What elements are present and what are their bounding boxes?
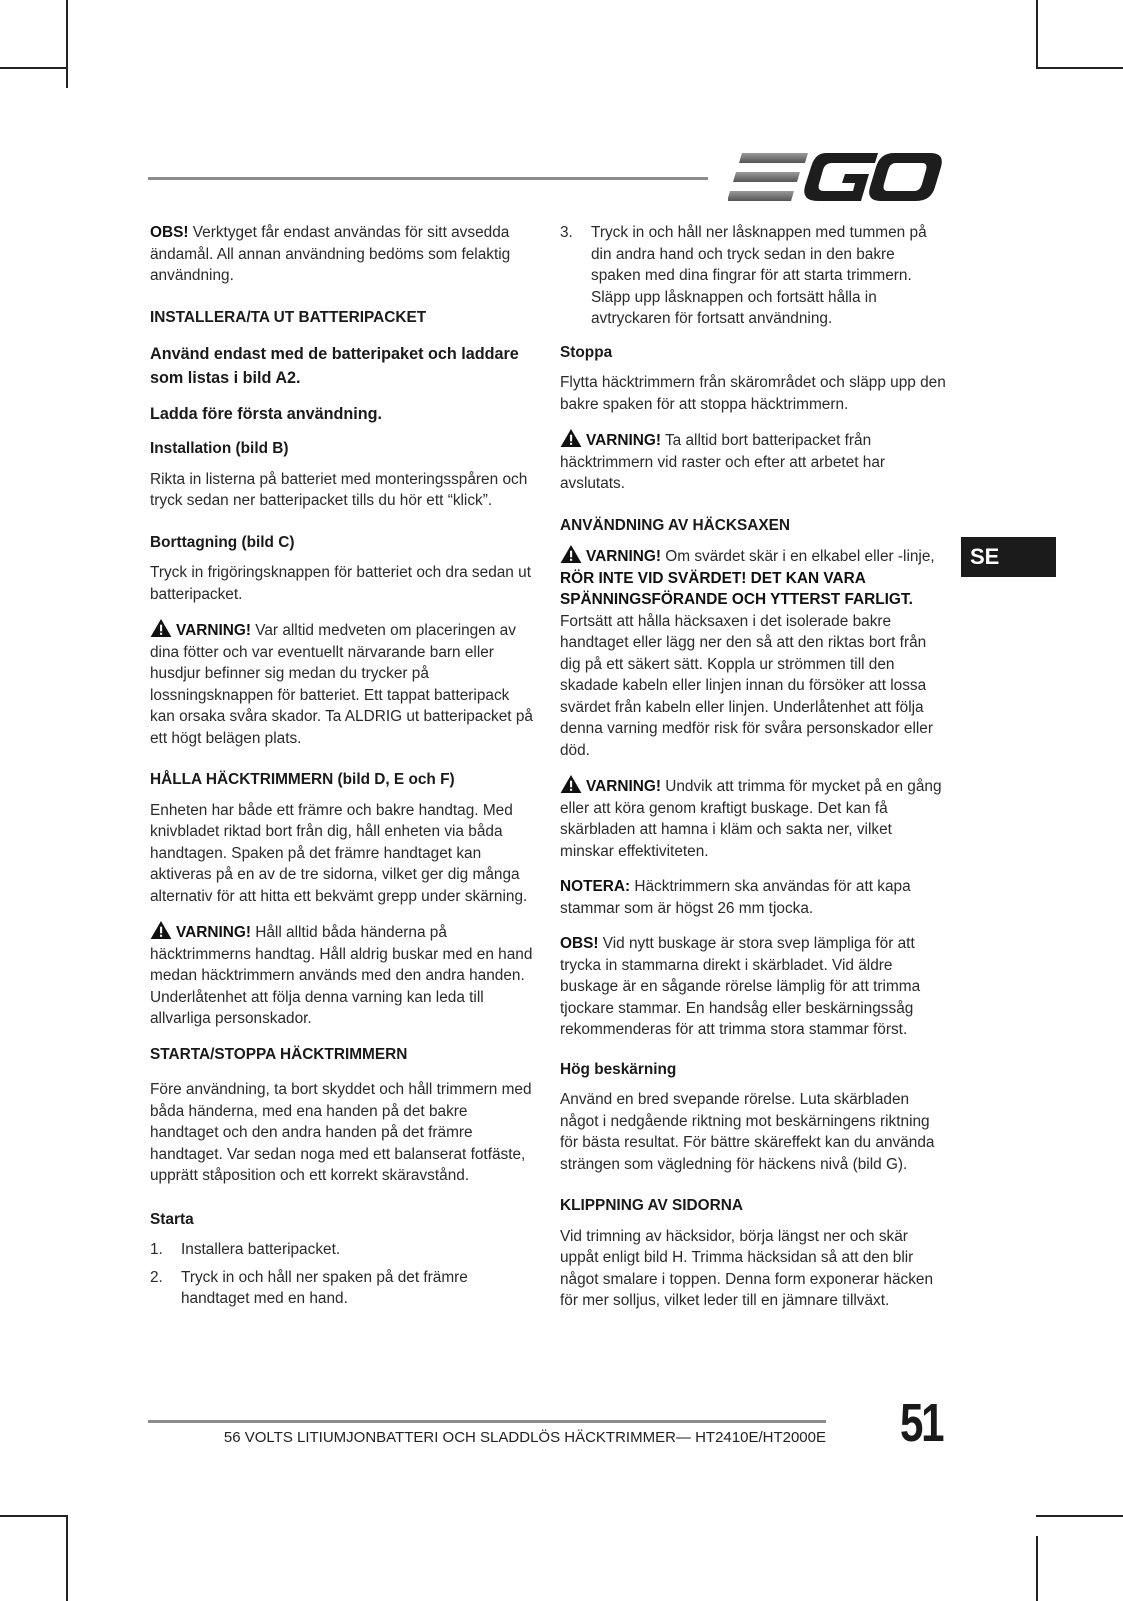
heading-heavy-trim: Hög beskärning (560, 1060, 677, 1078)
warning-triangle-icon (150, 619, 172, 637)
warning-electric-cable: VARNING! Om svärdet skär i en elkabel eller -linje, RÖR INTE VID SVÄRDET! DET KAN VARA SPÄNNINGSFÖRANDE OCH YTTERST FARLIGT. Fortsätt att hålla häcksaxen i det isolerade bakre handtaget eller lägg ner den så att den riktas bort från dig på ett säkert sätt. Koppla ur strömmen till den skadade kabeln eller linjen innan du försöker att lossa svärdet från kabeln eller linjen. Underlåtenhet att följa denna varning medför risk för svåra personskador eller död. (560, 545, 946, 761)
section-heading-usage: ANVÄNDNING AV HÄCKSAXEN (560, 516, 791, 534)
crop-mark (66, 0, 68, 88)
warning-remove-battery: VARNING! Ta alltid bort batteripacket från häcktrimmern vid raster och efter att arbetet har avslutats. (560, 429, 946, 495)
section-heading-startstop: STARTA/STOPPA HÄCKTRIMMERN (150, 1045, 408, 1063)
start-steps (150, 1239, 536, 1310)
crop-mark (1036, 1536, 1038, 1601)
crop-mark (66, 1515, 68, 1601)
section-heading-hold: HÅLLA HÄCKTRIMMERN (bild D, E och F) (150, 771, 455, 788)
obs-note: OBS! Verktyget får endast användas för sitt avsedda ändamål. All annan användning bedöms som felaktig användning. (150, 224, 511, 284)
paragraph-startstop: Före användning, ta bort skyddet och håll trimmern med båda händerna, med ena handen på det bakre handtaget och den andra handen på det främre handtaget. Var sedan noga med ett balanserat fotfäste, upprätt ståposition och ett korrekt skäravstånd. (150, 1081, 532, 1184)
section-heading-sides: KLIPPNING AV SIDORNA (560, 1197, 743, 1214)
heading-use-only: Använd endast med de batteripaket och laddare som listas i bild A2. (150, 345, 519, 387)
warning-triangle-icon (560, 545, 582, 563)
language-tab: SE (961, 537, 1056, 577)
crop-mark (1036, 0, 1038, 67)
list-item: 3. Tryck in och håll ner låsknappen med tummen på din andra hand och tryck sedan in den bakre spaken med dina fingrar för att starta trimmern. Släpp upp låsknappen och fortsätt hålla in avtryckaren för fortsatt användning. (560, 224, 927, 327)
paragraph-stop: Flytta häcktrimmern från skärområdet och släpp upp den bakre spaken för att stoppa häcktrimmern. (560, 374, 946, 413)
heading-charge: Ladda före första användning. (150, 405, 383, 423)
page-number: 51 (900, 1393, 943, 1453)
warning-triangle-icon (150, 921, 172, 939)
warning-triangle-icon (560, 775, 582, 793)
paragraph-heavy-trim: Använd en bred svepande rörelse. Luta skärbladen något i nedgående riktning mot beskärningens riktning för bästa resultat. För bättre skäreffekt kan du använda strängen som vägledning för häckens nivå (bild G). (560, 1091, 935, 1173)
list-item: 1. Installera batteripacket. (150, 1241, 341, 1258)
obs-note-growth: OBS! Vid nytt buskage är stora svep lämpliga för att trycka in stammarna direkt i skärbladet. Vid äldre buskage är en sågande rörelse lämplig för att trimma tjockare stammar. En handsåg eller beskärningssåg rekommenderas för att trimma stora stammar först. (560, 935, 921, 1038)
left-column (150, 222, 536, 1324)
header-rule (148, 177, 708, 180)
crop-mark (1036, 1515, 1123, 1517)
paragraph-hold: Enheten har både ett främre och bakre handtag. Med knivbladet riktad bort från dig, håll enheten via båda handtagen. Spaken på det främre handtaget kan aktiveras på en av de tre sidorna, vilket ger dig många alternativ för att hitta ett bekvämt grepp under skärning. (150, 801, 528, 905)
paragraph-sides: Vid trimning av häcksidor, börja längst ner och skär uppåt enligt bild H. Trimma häcksidan så att den blir något smalare i toppen. Denna form exponerar häcken för mer solljus, vilket leder till en jämnare tillväxt. (560, 1227, 934, 1309)
paragraph-removal: Tryck in frigöringsknappen för batteriet och dra sedan ut batteripacket. (150, 564, 531, 603)
crop-mark (0, 67, 67, 69)
warning-both-hands: VARNING! Håll alltid båda händerna på häcktrimmerns handtag. Håll aldrig buskar med en hand medan häcktrimmern används med den andra handen. Underlåtenhet att följa denna varning kan leda till allvarliga personskador. (150, 921, 536, 1030)
heading-removal: Borttagning (bild C) (150, 533, 295, 551)
heading-start: Starta (150, 1210, 194, 1228)
warning-battery-release: VARNING! Var alltid medveten om placeringen av dina fötter och var eventuellt närvarande barn eller husdjur befinner sig medan du trycker på lossningsknappen för batteriet. Ett tappat batteripack kan orsaka svåra skador. Ta ALDRIG ut batteripacket på ett högt belägen plats. (150, 619, 536, 749)
start-steps-continued (560, 222, 946, 330)
warning-overtrim: VARNING! Undvik att trimma för mycket på en gång eller att köra genom kraftigt buskage. Det kan få skärbladen att hamna i kläm och sakta ner, vilket minskar effektiviteten. (560, 775, 946, 862)
heading-installation: Installation (bild B) (150, 440, 289, 457)
heading-stop: Stoppa (560, 343, 613, 361)
list-item: 2. Tryck in och håll ner spaken på det främre handtaget med en hand. (150, 1268, 468, 1307)
note-stem-thickness: NOTERA: Häcktrimmern ska användas för att kapa stammar som är högst 26 mm tjocka. (560, 878, 911, 917)
crop-mark (1036, 67, 1123, 69)
footer-rule (148, 1420, 826, 1423)
section-heading-install: INSTALLERA/TA UT BATTERIPACKET (150, 308, 427, 326)
warning-triangle-icon (560, 429, 582, 447)
ego-logo (728, 150, 943, 206)
footer-title: 56 VOLTS LITIUMJONBATTERI OCH SLADDLÖS HÄCKTRIMMER— HT2410E/HT2000E (223, 1429, 826, 1446)
crop-mark (0, 1515, 67, 1517)
right-column (560, 222, 946, 1326)
paragraph-installation: Rikta in listerna på batteriet med monteringsspåren och tryck sedan ner batteripacket tills du hör ett “klick”. (150, 470, 528, 509)
